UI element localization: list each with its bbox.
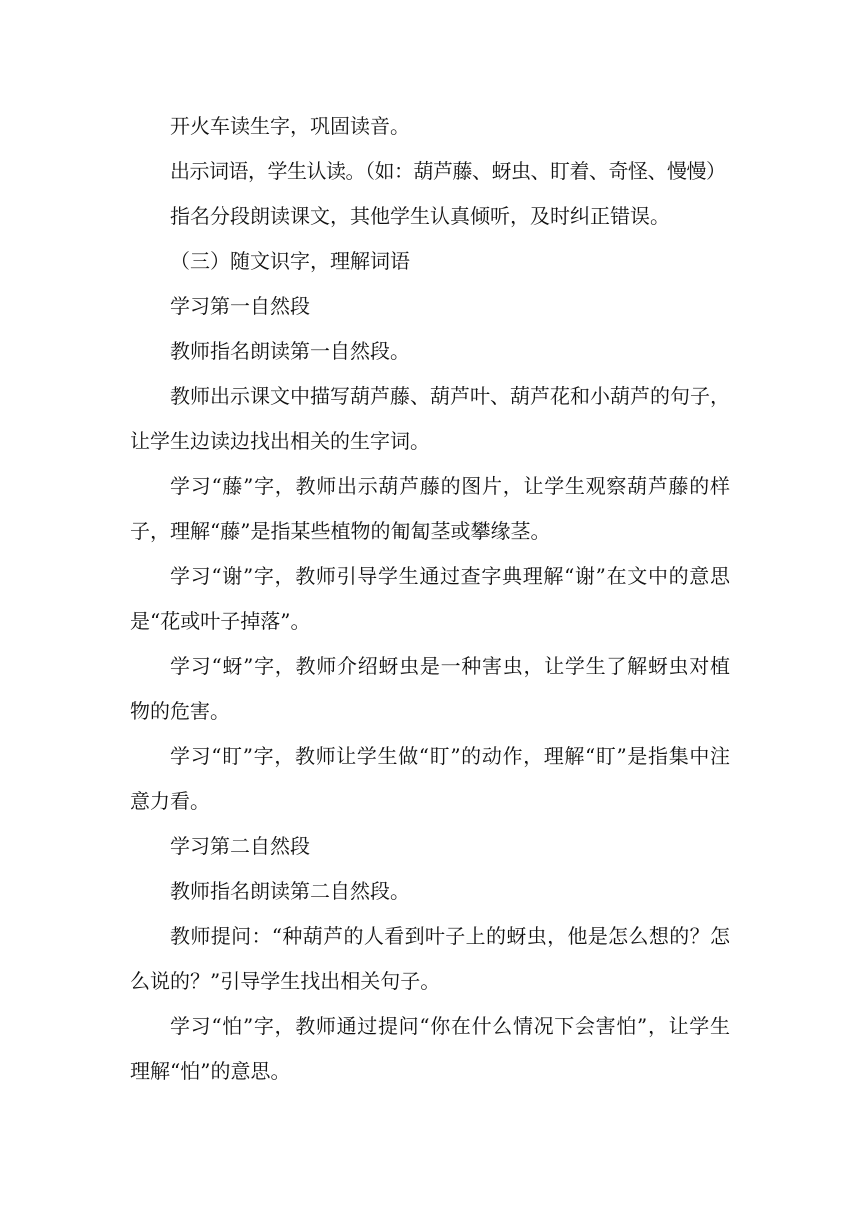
paragraph: 教师指名朗读第二自然段。 bbox=[170, 879, 410, 903]
paragraph: 出示词语，学生认读。（如：葫芦藤、蚜虫、盯着、奇怪、慢慢） bbox=[170, 159, 726, 183]
paragraph: 开火车读生字，巩固读音。 bbox=[170, 114, 410, 138]
paragraph: 学习“怕”字，教师通过提问“你在什么情况下会害怕”，让学生理解“怕”的意思。 bbox=[130, 1014, 730, 1083]
paragraph: 教师提问：“种葫芦的人看到叶子上的蚜虫，他是怎么想的？怎么说的？”引导学生找出相关句子。 bbox=[130, 924, 730, 993]
paragraph: 教师指名朗读第一自然段。 bbox=[170, 339, 410, 363]
paragraph: 学习“藤”字，教师出示葫芦藤的图片，让学生观察葫芦藤的样子，理解“藤”是指某些植物的匍匐茎或攀缘茎。 bbox=[130, 474, 730, 543]
paragraph: 指名分段朗读课文，其他学生认真倾听，及时纠正错误。 bbox=[170, 204, 670, 228]
subsection-heading: 学习第一自然段 bbox=[170, 294, 310, 318]
paragraph: 教师出示课文中描写葫芦藤、葫芦叶、葫芦花和小葫芦的句子，让学生边读边找出相关的生字词。 bbox=[130, 384, 730, 453]
section-heading: （三）随文识字，理解词语 bbox=[170, 249, 410, 273]
paragraph: 学习“谢”字，教师引导学生通过查字典理解“谢”在文中的意思是“花或叶子掉落”。 bbox=[130, 564, 730, 633]
subsection-heading: 学习第二自然段 bbox=[170, 834, 310, 858]
paragraph: 学习“蚜”字，教师介绍蚜虫是一种害虫，让学生了解蚜虫对植物的危害。 bbox=[130, 654, 730, 723]
document-page bbox=[130, 104, 730, 1094]
paragraph: 学习“盯”字，教师让学生做“盯”的动作，理解“盯”是指集中注意力看。 bbox=[130, 744, 730, 813]
